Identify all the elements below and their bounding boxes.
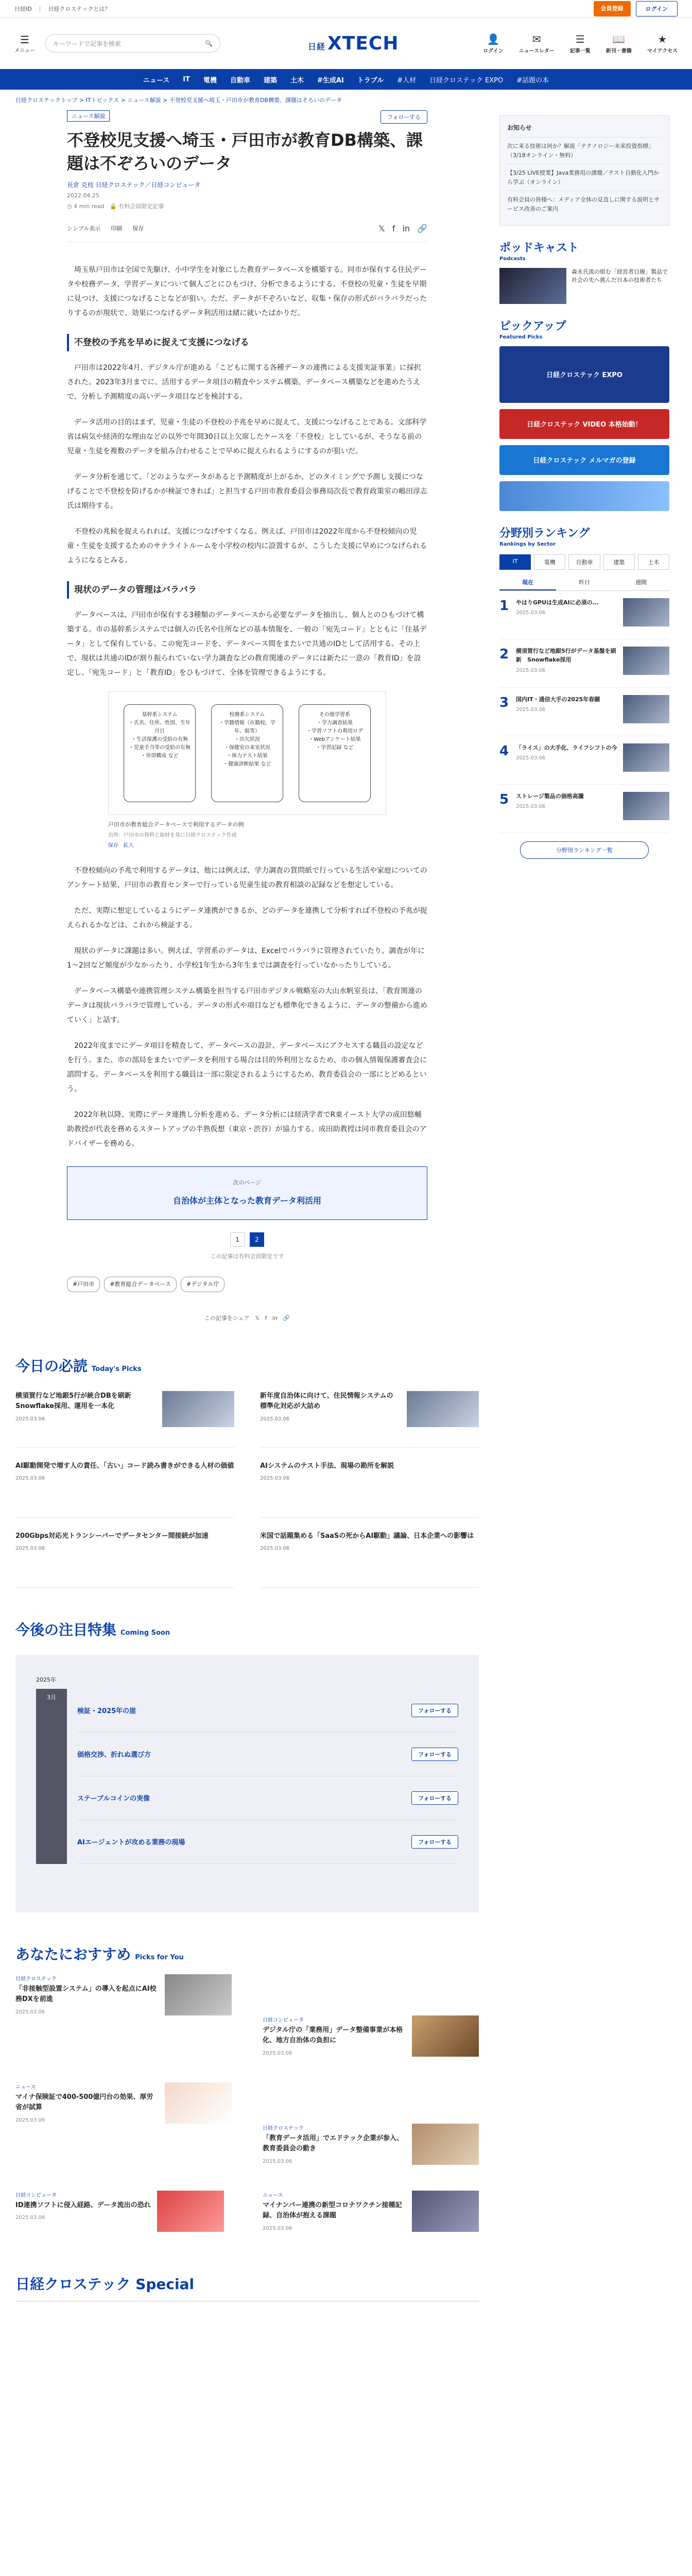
podcast-title: ポッドキャスト Podcasts <box>499 241 579 262</box>
paragraph: 2022年秋以降、実際にデータ連携し分析を進める。データ分析には経済学者でR東イースト大学の成田悠輔助教授が代表を務めるスタートアップの半熟仮想（東京・渋谷）が協力する。成田助教授は同市教育委員会のアドバイザーを務める。 <box>67 1110 427 1148</box>
member-only-label: 有料会員限定記事 <box>118 202 164 210</box>
pickup-title: ピックアップ Featured Picks <box>499 319 566 340</box>
paragraph: 2022年度までにデータ項目を精査して、データベースの設計、データベースにアクセスする職員の設定などを行う。また、市の部局をまたいでデータを利用する場合は目的外利用となるため、市の個人情報保護審査会に諮問する。データベースを利用する職員は一部に限定されるようにするため、教育委員会の一部にとどめるという。 <box>67 1041 427 1093</box>
simple-view-button[interactable]: シンプル表示 <box>67 225 101 232</box>
ranking-more-button[interactable]: 分野別ランキング一覧 <box>520 841 649 859</box>
notice-item[interactable]: 次に来る技術は何か？解説「テクノロジー未来投資指標」（3/18オンライン・無料） <box>507 137 662 164</box>
paragraph: データベースは、戸田市が保有する3種類のデータベースから必要なデータを抽出し、個人とのひもづけて構築する。市の基幹系システムでは個人の氏名や住所などの基本情報を、一般の「宛先コード」とともに「住基データ」として保有している。この宛先コードを、データベース間をまたいで共通のIDとして活用する。その上で、現状は共通のIDが割り振られていない学力調査などの教育関連のデータには新たに一意の「教育ID」を設定し、「宛先コード」と「教育ID」をひもづけて、全体を管理できるようにする。 <box>67 611 427 677</box>
nikkei-id-link[interactable]: 日経ID <box>14 5 32 12</box>
upcoming-title: 今後の注目特集 Coming Soon <box>15 1621 170 1638</box>
nav-item[interactable]: 自動車 <box>230 76 250 84</box>
publish-date: 2022.04.25 <box>67 192 99 199</box>
section-heading: 現状のデータの管理はバラバラ <box>67 581 427 599</box>
follow-button[interactable]: フォローする <box>411 1835 458 1849</box>
special-title: 日経クロステック Special <box>15 2273 479 2301</box>
list-item[interactable]: 新年度自治体に向けて、住民情報システムの標準化対応が大詰め 2025.03.06 <box>260 1391 479 1448</box>
paragraph: ただ、実際に想定しているようにデータ連携ができるか、どのデータを連携して分析すれば不登校の予兆が捉えられるかなどは、これから検証する。 <box>67 906 427 929</box>
page-1[interactable]: 1 <box>230 1232 245 1247</box>
follow-button[interactable]: フォローする <box>411 1748 458 1761</box>
nav-item[interactable]: ニュース <box>143 76 170 84</box>
header-my-access[interactable]: ★ マイアクセス <box>647 32 678 54</box>
list-item[interactable]: 日経コンピュータ デジタル庁の「業務用」データ整備事業が本格化、地方自治体の負担に 2025.03.06 <box>263 2015 479 2072</box>
figure-caption: 戸田市が教育総合データベースで利用するデータの例 <box>108 821 244 828</box>
nav-item[interactable]: 電機 <box>203 76 217 84</box>
list-item[interactable]: 日経コンピュータ ID連携ソフトに侵入経路、データ流出の恐れ 2025.03.06 <box>15 2191 232 2252</box>
save-button[interactable]: 保存 <box>132 225 144 232</box>
ranking-item[interactable]: 3 国内IT・通信大手の2025年春闘 2025.03.06 <box>499 688 669 736</box>
topic-tag[interactable]: #戸田市 <box>67 1277 100 1292</box>
thumbnail <box>165 2082 232 2124</box>
linkedin-share-icon[interactable]: in <box>272 1314 278 1321</box>
promo-banner[interactable]: 日経クロステック VIDEO 本格始動！ <box>499 409 669 439</box>
breadcrumb[interactable]: 日経クロステックトップ > ITトピックス > ニュース解説 > 不登校児支援へ埼玉・戸田市が教育DB構築、課題はそろいのデータ <box>15 97 342 104</box>
data-figure[interactable] <box>108 691 386 815</box>
list-item[interactable]: AIシステムのテスト手法、現場の勘所を解説 2025.03.06 <box>260 1461 479 1518</box>
recommend-title: あなたにおすすめ Picks for You <box>15 1945 184 1963</box>
follow-button[interactable]: フォローする <box>411 1704 458 1717</box>
ranking-item[interactable]: 5 ストレージ製品の価格高騰 2025.03.06 <box>499 785 669 833</box>
clock-icon: ◷ <box>67 202 72 210</box>
nav-item[interactable]: #生成AI <box>317 76 344 84</box>
paragraph: 現状のデータに課題は多い。例えば、学習系のデータは、Excelでバラバラに管理されていたり、調査が年に1～2回など頻度が少なかったり、小学校1年生から3年生までは調査を行っていなかったりしている。 <box>67 946 425 970</box>
list-item[interactable]: AI駆動開発で増す人の責任、「古い」コード読み書きができる人材の価値 2025.03.06 <box>15 1461 234 1518</box>
thumbnail <box>165 1974 232 2015</box>
follow-button[interactable]: フォローする <box>411 1791 458 1805</box>
ranking-item[interactable]: 4 「ライス」の大手化、ライフシフトの今 2025.03.06 <box>499 736 669 785</box>
upcoming-item[interactable]: AIエージェントが攻める業務の現場 フォローする <box>77 1820 458 1864</box>
upcoming-item[interactable]: ステーブルコインの実像 フォローする <box>77 1776 458 1820</box>
upcoming-features: 2025年 3月 検証・2025年の崖 フォローする 価格交渉、折れぬ選び方 フォローする ステーブルコインの実像 フォローする AIエージェントが攻める業務の現場 フォローする <box>15 1655 479 1912</box>
podcast-item[interactable]: 森永氏流の組む「経営者目線」製品で社会の先へ挑んだ日本の技術者たち <box>499 268 669 304</box>
site-header <box>0 18 692 69</box>
book-icon: 📖 <box>612 32 626 45</box>
promo-banner[interactable] <box>499 481 669 511</box>
tab-civil[interactable]: 土木 <box>638 554 669 570</box>
nav-item[interactable]: トラブル <box>357 76 384 84</box>
promo-banner[interactable]: 日経クロステック EXPO <box>499 346 669 403</box>
member-note: この記事は有料会員限定です <box>210 1252 284 1260</box>
topic-tag[interactable]: #デジタル庁 <box>181 1277 225 1292</box>
page-2[interactable]: 2 <box>250 1232 264 1247</box>
main-column <box>15 110 479 2301</box>
search-icon[interactable]: 🔍 <box>205 40 213 47</box>
tab-architecture[interactable]: 建築 <box>603 554 635 570</box>
thumbnail <box>162 1391 234 1427</box>
upcoming-item[interactable]: 検証・2025年の崖 フォローする <box>77 1689 458 1733</box>
hamburger-icon: ☰ <box>20 33 29 46</box>
about-link[interactable]: 日経クロステックとは？ <box>48 5 111 12</box>
x-share-icon[interactable]: 𝕏 <box>255 1314 260 1321</box>
link-copy-icon[interactable]: 🔗 <box>283 1314 290 1321</box>
list-item[interactable]: 200Gbps対応光トランシーバーでデータセンター間接続が加速 2025.03.06 <box>15 1531 234 1588</box>
register-button[interactable]: 会員登録 <box>594 1 631 16</box>
read-time: 4 min read <box>74 202 105 210</box>
menu-button[interactable]: ☰ メニュー <box>14 33 35 54</box>
link-copy-icon[interactable]: 🔗 <box>417 223 427 233</box>
mail-icon: ✉ <box>532 32 541 45</box>
topic-tag[interactable]: #教育総合データベース <box>104 1277 177 1292</box>
figure-box: 基幹系システム ・氏名、住所、性別、生年月日 ・生活保護の受給の有無 ・児童手当等の受給の有無 ・世帯構成 など <box>124 704 196 802</box>
header-login[interactable]: 👤 ログイン <box>483 32 504 54</box>
promo-banner[interactable]: 日経クロステック メルマガの登録 <box>499 445 669 475</box>
paragraph: 不登校傾向の予兆で利用するデータは、他には例えば、学力調査の質問紙で行っている生活や家庭についてのアンケート結果、戸田市の教育センターで行っている児童生徒の教育相談の記録などを想定している。 <box>67 866 427 889</box>
ranking-sector-tabs <box>499 554 669 570</box>
thumbnail <box>412 2124 479 2165</box>
print-button[interactable]: 印刷 <box>111 225 123 232</box>
login-button[interactable]: ログイン <box>636 1 678 16</box>
nav-item[interactable]: #人材 <box>397 76 417 84</box>
thumbnail <box>623 743 669 772</box>
header-article-list[interactable]: ☰ 記事一覧 <box>569 32 591 54</box>
notice-box: お知らせ 次に来る技術は何か？解説「テクノロジー未来投資指標」（3/18オンライン・無料） 【3/25 LIVE授業】Java業務用の課題／テスト自動化入門から学ぶ（オンライン） 有料会員の皆様へ：メディア全体の見直しに関する説明とサービス改善のご案内 <box>499 115 669 226</box>
tab-electronics[interactable]: 電機 <box>534 554 565 570</box>
x-share-icon[interactable]: 𝕏 <box>378 223 385 233</box>
list-item[interactable]: 横須賀行など地銀5行が統合DBを刷新 Snowflake採用、運用を一本化 2025.03.06 <box>15 1391 234 1448</box>
upcoming-item[interactable]: 価格交渉、折れぬ選び方 フォローする <box>77 1733 458 1776</box>
today-picks-list <box>15 1391 479 1588</box>
site-logo[interactable]: 日経 XTECH <box>308 32 399 54</box>
figure-zoom-button[interactable]: 拡大 <box>123 842 134 849</box>
thumbnail <box>412 2015 479 2057</box>
paragraph: データ分析を通じて、「どのようなデータがあると予測精度が上がるか、どのタイミングで予測し支援につなげることで不登校を防げるかが検証できれば」と担当する戸田市教育委員会事務局次長で教育政策室の嶋田淳志氏は期待する。 <box>67 472 427 510</box>
notice-item[interactable]: 有料会員の皆様へ：メディア全体の見直しに関する説明とサービス改善のご案内 <box>507 191 662 217</box>
ranking-item[interactable]: 2 横須賀行など地銀5行がデータ基盤を刷新 Snowflake採用 2025.03.06 <box>499 639 669 688</box>
figure-source: 出所：戸田市の資料と取材を基に日経クロステック作成 <box>108 832 237 838</box>
linkedin-share-icon[interactable]: in <box>402 223 410 233</box>
tab-yesterday[interactable]: 昨日 <box>579 579 590 586</box>
tab-now[interactable]: 現在 <box>499 575 556 590</box>
nav-item[interactable]: #話題の本 <box>516 76 549 84</box>
list-item[interactable]: ニュース マイナンバー連携の新型コロナワクチン接種記録、自治体が抱える課題 2025.03.06 <box>263 2191 479 2252</box>
notice-item[interactable]: 【3/25 LIVE授業】Java業務用の課題／テスト自動化入門から学ぶ（オンライン） <box>507 164 662 191</box>
ranking-item[interactable]: 1 やはりGPUは生成AIに必須の… 2025.03.06 <box>499 591 669 639</box>
paragraph: データベース構築や連携管理システム構築を担当する戸田市デジタル戦略室の大山水帆室長は、「教育関連のデータは現状バラバラで管理している。データの形式や項目なども標準化できるように、データの整備から進めていく」と話す。 <box>67 987 427 1024</box>
user-icon: 👤 <box>487 32 500 45</box>
tab-it[interactable]: IT <box>499 554 531 570</box>
article-body <box>67 263 427 1324</box>
paragraph: 戸田市は2022年4月、デジタル庁が進める「こどもに関する各種データの連携による支援実証事業」に採択された。2023年3月までに、活用するデータ項目の精査やシステム構築、データベース構築などを進めたうえで、分析し予測精度の高いデータ項目などを検討する。 <box>67 363 421 401</box>
figure-box: その他学習系 ・学力調査結果 ・学習ソフトの利用ログ ・Webアンケート結果 ・学習記録 など <box>299 704 371 802</box>
thumbnail <box>623 792 669 820</box>
thumbnail <box>412 2191 479 2232</box>
thumbnail <box>623 695 669 723</box>
month-label: 3月 <box>36 1689 67 1864</box>
thumbnail <box>157 2191 224 2232</box>
recommend-list <box>15 1974 479 2252</box>
article-toolbar <box>67 224 427 242</box>
header-books[interactable]: 📖 新刊・書籍 <box>605 32 632 54</box>
thumbnail <box>499 268 566 304</box>
category-tag[interactable]: ニュース解説 <box>67 110 110 122</box>
paragraph: 不登校の兆候を捉えられれば、支援につなげやすくなる。例えば、戸田市は2022年度から不登校傾向の児童・生徒を支援するためのサテライトルームを小学校の校内に設置するが、こうした支援に早めにつなげられるようになるとみる。 <box>67 527 427 565</box>
tag-list <box>67 1277 427 1292</box>
facebook-share-icon[interactable]: f <box>392 223 395 233</box>
tab-auto[interactable]: 自動車 <box>568 554 600 570</box>
figure-box: 校務系システム ・学籍情報（在籍校、学年、組等） ・出欠状況 ・保健室の来室状況 ・体力テスト結果 ・健康診断結果 など <box>211 704 283 802</box>
thumbnail <box>623 598 669 626</box>
list-item[interactable]: ニュース マイナ保険証で400-500億円台の効果、厚労省が試算 2025.03.06 <box>15 2082 232 2180</box>
nav-item[interactable]: 土木 <box>290 76 304 84</box>
facebook-share-icon[interactable]: f <box>265 1314 267 1321</box>
search-input[interactable]: キーワードで記事を検索 🔍 <box>45 34 220 53</box>
list-icon: ☰ <box>575 32 585 45</box>
list-item[interactable]: 米国で話題集める「SaaSの死からAI駆動」議論、日本企業への影響は 2025.03.06 <box>260 1531 479 1588</box>
lock-icon: 🔒 <box>110 202 117 210</box>
figure-save-button[interactable]: 保存 <box>108 842 118 849</box>
ranking-title: 分野別ランキング Rankings by Sector <box>499 527 590 547</box>
follow-button[interactable]: フォローする <box>380 110 427 124</box>
today-picks-title: 今日の必読 Today's Picks <box>15 1357 142 1375</box>
nav-item[interactable]: 日経クロステック EXPO <box>429 76 504 84</box>
ranking-period-tabs <box>499 575 669 591</box>
main-nav <box>0 69 692 90</box>
nav-item[interactable]: 建築 <box>263 76 277 84</box>
header-newsletter[interactable]: ✉ ニュースレター <box>518 32 555 54</box>
author[interactable]: 長倉 克枝 日経クロステック／日経コンピュータ <box>67 181 201 189</box>
top-utility-bar: 日経ID | 日経クロステックとは？ 会員登録 ログイン <box>0 0 692 18</box>
thumbnail <box>623 647 669 675</box>
next-page-link[interactable]: 次のページ 自治体が主体となった教育データ利活用 <box>67 1166 427 1220</box>
bookmark-icon: ★ <box>658 32 667 45</box>
list-item[interactable]: 日経クロステック 「教育データ活用」でエドテック企業が参入、教育委員会の動き 2025.03.06 <box>263 2124 479 2180</box>
paragraph: 埼玉県戸田市は全国で先駆け、小中学生を対象にした教育データベースを構築する。同市が保有する住民データや校務データ、学習データについて個人ごとにひもづけ、分析できるようにする。不登校の児童・生徒を早期に見つけ、支援につなげることなどが狙い。ただ、データが不ぞろいなど、収集・保存の形式がバラバラだったりするのが現状で、効果につなげるデータ利活用は緒に就いたばかりだ。 <box>67 265 427 317</box>
tab-weekly[interactable]: 週間 <box>635 579 647 586</box>
pagination <box>67 1232 427 1247</box>
paragraph: データ活用の目的はまず、児童・生徒の不登校の予兆を早めに捉えて、支援につなげることである。文部科学省は病気や経済的な理由などの以外で年間30日以上欠席したケースを「不登校」としているが、そうなる前の児童・生徒を複数のデータを組み合わせることで早めに捉えられるようにするのが狙いだ。 <box>67 418 427 455</box>
article-title: 不登校児支援へ埼玉・戸田市が教育DB構築、課題は不ぞろいのデータ <box>67 130 423 173</box>
nav-item[interactable]: IT <box>183 75 190 83</box>
thumbnail <box>407 1391 479 1427</box>
list-item[interactable]: 日経クロステック 「非接触型設置システム」の導入を起点にAI校務DXを前進 2025.03.06 <box>15 1974 232 2072</box>
sidebar <box>499 110 669 2301</box>
section-heading: 不登校の予兆を早めに捉えて支援につなげる <box>67 334 427 351</box>
bottom-share: この記事をシェア 𝕏 f in 🔗 <box>204 1314 290 1321</box>
